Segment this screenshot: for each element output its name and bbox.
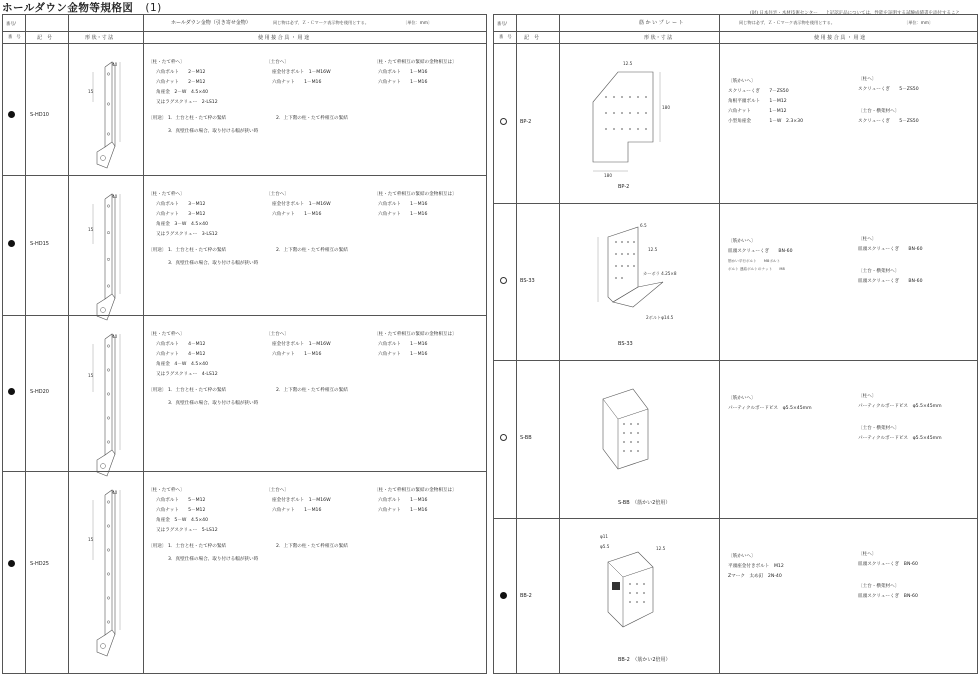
usage-1: 1．土台と柱・たて枠の緊結: [168, 388, 227, 393]
status-dot: [8, 111, 15, 118]
band-title-r: 筋 か い プ レ ー ト: [639, 20, 684, 26]
col-post: 〔柱へ〕 皿頭スクリューくぎ BN-60: [858, 552, 918, 567]
col-sill: 〔土台へ〕 座金付きボルト 1－M16W 六角ナット 1－M16: [266, 60, 331, 85]
usage-1: 1．土台と柱・たて枠の緊結: [168, 116, 227, 121]
dim-label: 40: [112, 62, 118, 67]
col-brace: 〔筋かいへ〕 平頭座金付きボルト M12 Zマーク 太め釘 2N-40: [728, 554, 784, 579]
item-code: BS-33: [520, 277, 535, 284]
header-shape: 形 状・寸 法: [85, 35, 114, 41]
dim-label: 15: [88, 372, 94, 378]
plate-drawing: [588, 542, 678, 652]
drawing-caption: BP-2: [618, 184, 630, 190]
holddown-drawing: [85, 194, 135, 324]
usage-3: 3．真壁仕様の場合、取り付ける幅が狭い時: [168, 261, 259, 266]
header-number: 番号/: [6, 21, 16, 26]
plate-drawing: [588, 384, 678, 494]
usage-2: 2．上下階の柱・たて枠相互の緊結: [276, 248, 348, 253]
status-dot: [8, 240, 15, 247]
dim-label: 40: [112, 334, 118, 339]
dim-label: 15: [88, 227, 94, 233]
page-title: ホールダウン金物等規格図 (1): [2, 2, 162, 14]
item-code: BP-2: [520, 119, 532, 125]
dim-label: 180: [604, 173, 612, 178]
usage-head: 〔用途〕: [148, 248, 167, 253]
header-mark: 記 号: [37, 35, 53, 41]
dim-label: 2ボルトφ14.5: [646, 315, 674, 320]
drawing-caption: BS-33: [618, 341, 633, 347]
status-dot: [500, 592, 507, 599]
dim-label: 12.5: [648, 247, 658, 252]
header-no: 番 号: [8, 34, 21, 39]
usage-3: 3．真壁仕様の場合、取り付ける幅が狭い時: [168, 557, 259, 562]
status-dot: [500, 434, 507, 441]
usage-head: 〔用途〕: [148, 116, 167, 121]
col-mutual: 〔柱・たて枠相互の緊結の金物相互は〕 六角ボルト 1－M16 六角ナット 1－M16: [374, 332, 457, 357]
band-note-r: 同じ物は必ず、Ｚ・Ｃマーク表示物を使用とする。: [739, 20, 835, 25]
col-sill: 〔土台・横架材へ〕 パーティクルボードビス φ5.5×45mm: [858, 426, 942, 441]
band-unit-r: 〔単位：mm〕: [904, 20, 934, 25]
dim-label: カーボラ 4.25×8: [643, 271, 677, 276]
dim-label: 180: [662, 105, 670, 110]
status-dot: [8, 560, 15, 567]
col-brace: 〔筋かいへ〕 パーティクルボードビス φ5.5×45mm: [728, 396, 812, 411]
holddown-drawing: [85, 62, 135, 172]
usage-2: 2．上下階の柱・たて枠相互の緊結: [276, 544, 348, 549]
col-mutual: 〔柱・たて枠相互の緊結の金物相互は〕 六角ボルト 1－M16 六角ナット 1－M16: [374, 60, 457, 85]
dim-label: 40: [112, 490, 118, 495]
col-sill: 〔土台へ〕 座金付きボルト 1－M16W 六角ナット 1－M16: [266, 192, 331, 217]
col-brace: 〔筋かいへ〕 スクリューくぎ 7－ZS50 角根平頭ボルト 1－M12 六角ナット 1－M12 小型角座金 1－W 2.3×30: [728, 79, 803, 124]
band-unit: 〔単位：mm〕: [403, 20, 433, 25]
dim-label: 40: [112, 194, 118, 199]
dim-label: 6.5: [640, 223, 647, 228]
dim-label: φ5.5: [600, 544, 610, 549]
header-usage-r: 使 用 接 合 具 ・ 用 途: [814, 35, 866, 41]
dim-label: 12.5: [656, 546, 666, 551]
dim-label: 15: [88, 536, 94, 542]
usage-1: 1．土台と柱・たて枠の緊結: [168, 248, 227, 253]
band-note: 同じ物は必ず、Ｚ・Ｃマーク表示物を使用とする。: [273, 20, 369, 25]
col-post: 〔柱へ〕 スクリューくぎ 5－ZS50: [858, 77, 919, 92]
col-brace: 〔筋かいへ〕 皿頭スクリューくぎ BN-60: [728, 239, 793, 254]
col-mutual: 〔柱・たて枠相互の緊結の金物相互は〕 六角ボルト 1－M16 六角ナット 1－M16: [374, 192, 457, 217]
usage-2: 2．上下階の柱・たて枠相互の緊結: [276, 388, 348, 393]
col-post: 〔柱・たて枠へ〕 六角ボルト 5－M12 六角ナット 5－M12 角座金 5－W 4.5×40 又はラグスクリュー 5-LS12: [148, 488, 218, 533]
header-shape-r: 形 状・寸 法: [644, 35, 673, 41]
item-code: S-HD20: [30, 389, 49, 395]
item-code: S-BB: [520, 435, 532, 441]
dim-label: φ11: [600, 534, 609, 539]
item-code: BB-2: [520, 592, 532, 599]
col-post: 〔柱へ〕 パーティクルボードビス φ5.5×45mm: [858, 394, 942, 409]
status-dot: [500, 118, 507, 125]
dim-label: 12.5: [623, 61, 633, 66]
col-mutual: 〔柱・たて枠相互の緊結の金物相互は〕 六角ボルト 1－M16 六角ナット 1－M16: [374, 488, 457, 513]
col-sill: 〔土台へ〕 座金付きボルト 1－M16W 六角ナット 1－M16: [266, 332, 331, 357]
col-sill: 〔土台・横架材へ〕 スクリューくぎ 5－ZS50: [858, 109, 919, 124]
header-usage: 使 用 接 合 具 ・ 用 途: [258, 35, 310, 41]
top-right-note: (財) 日本住宅・木材技術センター 上記認定品については、性能を証明する試験成績書を添付すること: [749, 11, 960, 16]
plate-drawing: [588, 67, 678, 177]
usage-3: 3．真壁仕様の場合、取り付ける幅が狭い時: [168, 129, 259, 134]
col-post: 〔柱・たて枠へ〕 六角ボルト 4－M12 六角ナット 4－M12 角座金 4－W 4.5×40 又はラグスクリュー 4-LS12: [148, 332, 218, 377]
brace-small-notes: 筋かい平行ボルト M8ボルト ボルト 連結ボルトのナット M8: [728, 259, 785, 271]
item-code: S-HD15: [30, 241, 49, 247]
header-no-r: 番 号: [499, 34, 512, 39]
status-dot: [8, 388, 15, 395]
col-sill: 〔土台・横架材へ〕 皿頭スクリューくぎ BN-60: [858, 269, 923, 284]
col-post: 〔柱・たて枠へ〕 六角ボルト 2－M12 六角ナット 2－M12 角座金 2－W 4.5×40 又はラグスクリュー 2-LS12: [148, 60, 218, 105]
item-code: S-HD25: [30, 561, 49, 567]
drawing-caption: BB-2 （筋かい2倍用）: [618, 657, 671, 663]
holddown-drawing: [85, 334, 135, 480]
dim-label: 15: [88, 88, 94, 94]
band-title: ホールダウン金物（引き寄せ金物）: [171, 20, 251, 26]
drawing-caption: S-BB （筋かい2倍用）: [618, 500, 671, 506]
usage-head: 〔用途〕: [148, 388, 167, 393]
holddown-drawing: [85, 490, 135, 660]
header-number-r: 番号/: [497, 21, 507, 26]
col-sill: 〔土台へ〕 座金付きボルト 1－M16W 六角ナット 1－M16: [266, 488, 331, 513]
col-post: 〔柱へ〕 皿頭スクリューくぎ BN-60: [858, 237, 923, 252]
usage-2: 2．上下階の柱・たて枠相互の緊結: [276, 116, 348, 121]
item-code: S-HD10: [30, 112, 49, 118]
col-post: 〔柱・たて枠へ〕 六角ボルト 3－M12 六角ナット 3－M12 角座金 3－W 4.5×40 又はラグスクリュー 3-LS12: [148, 192, 218, 237]
header-mark-r: 記 号: [524, 35, 540, 41]
status-dot: [500, 277, 507, 284]
usage-1: 1．土台と柱・たて枠の緊結: [168, 544, 227, 549]
usage-3: 3．真壁仕様の場合、取り付ける幅が狭い時: [168, 401, 259, 406]
usage-head: 〔用途〕: [148, 544, 167, 549]
col-sill: 〔土台・横架材へ〕 皿頭スクリューくぎ BN-60: [858, 584, 918, 599]
